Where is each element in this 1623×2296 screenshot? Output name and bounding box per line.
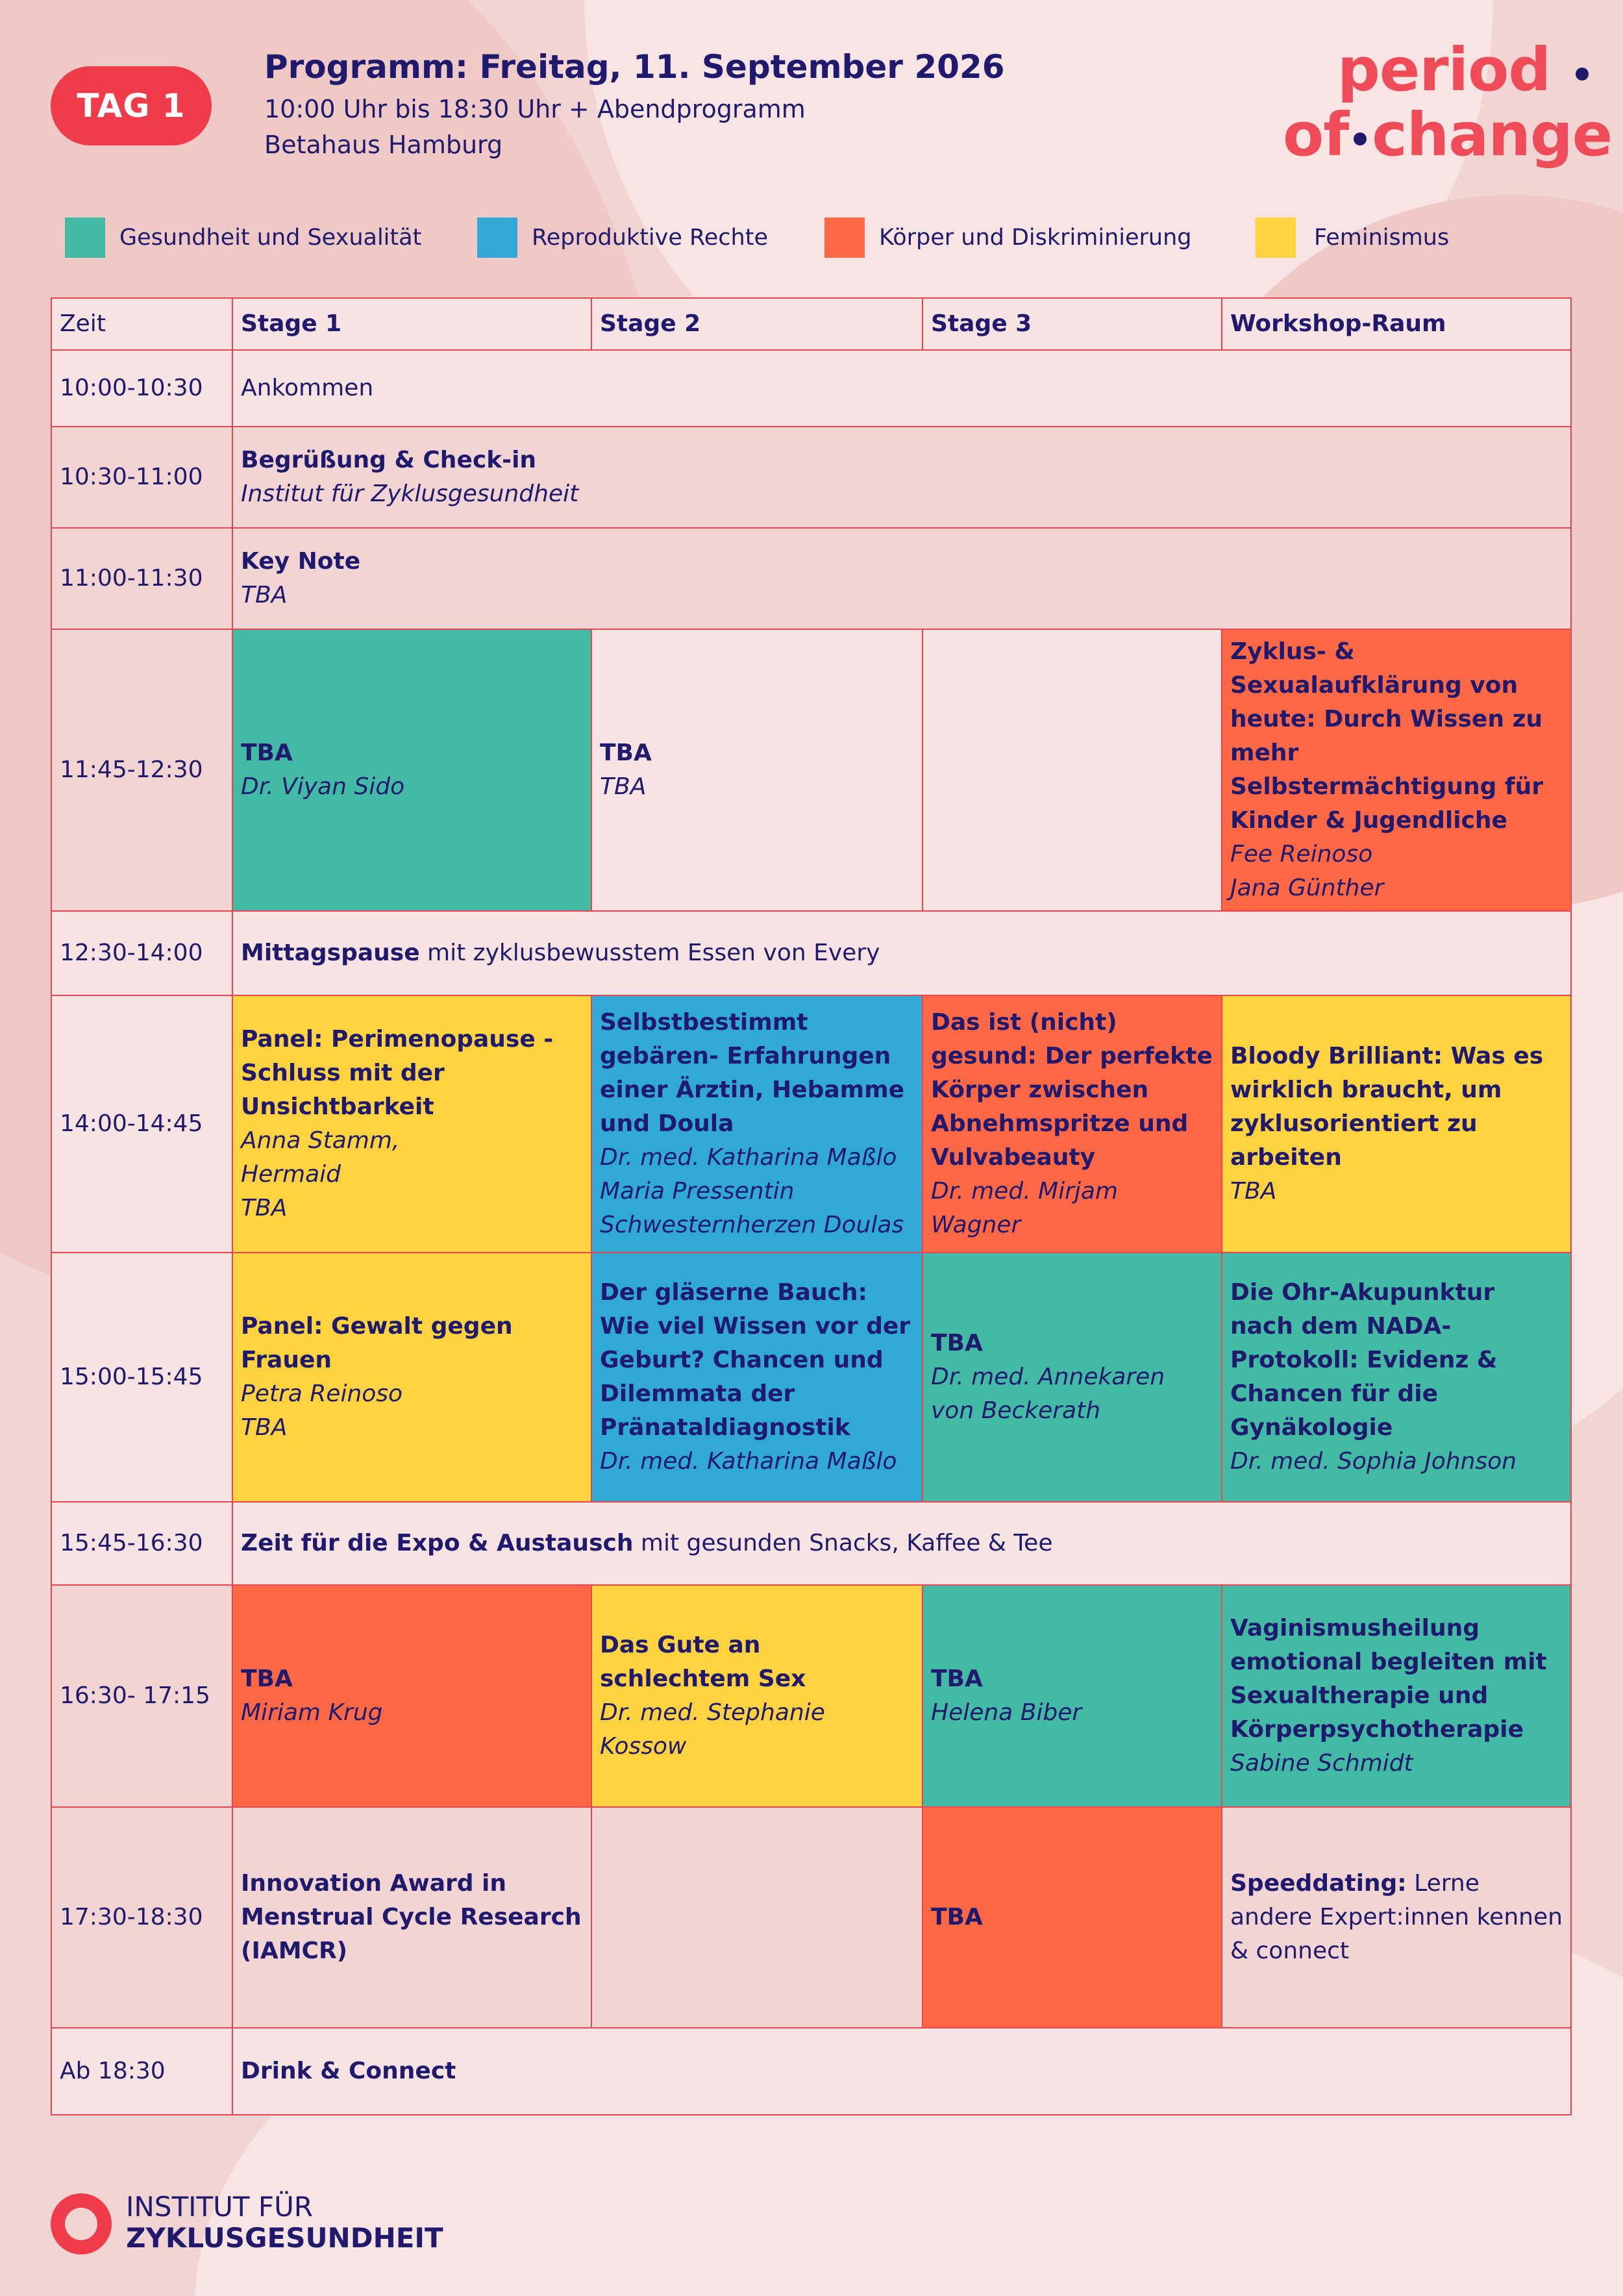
legend-item-reproduktive-rechte <box>477 217 768 258</box>
session-speaker: TBA <box>241 1195 288 1221</box>
session-cell <box>1222 1807 1571 2028</box>
session-speaker: Dr. med. Stephanie Kossow <box>600 1699 825 1760</box>
legend-swatch <box>65 218 105 258</box>
session-title: Panel: Gewalt gegen Frauen <box>241 1313 513 1373</box>
session-title: TBA <box>931 1666 983 1692</box>
logo-dot <box>1576 68 1589 81</box>
empty-cell <box>923 629 1222 911</box>
logo-word-of: of <box>1283 100 1349 169</box>
logo-word-change: change <box>1372 100 1613 169</box>
session-title: Die Ohr-Akupunktur nach dem NADA-Protokoll: Evidenz & Chancen für die Gynäkologie <box>1230 1279 1498 1441</box>
session-title: Das Gute an schlechtem Sex <box>600 1632 806 1692</box>
session-cell <box>232 995 591 1253</box>
session-cell <box>232 1253 591 1502</box>
session-cell <box>1222 995 1571 1253</box>
time-range: 10:00 Uhr bis 18:30 Uhr + Abendprogramm <box>264 95 806 123</box>
session-title: Vaginismusheilung emotional begleiten mit Sexualtherapie und Körperpsychotherapie <box>1230 1615 1547 1743</box>
session-speaker: Helena Biber <box>931 1699 1082 1726</box>
time-cell: 14:00-14:45 <box>51 995 232 1253</box>
column-header-time: Zeit <box>51 298 232 350</box>
session-speaker: Fee Reinoso <box>1230 841 1373 867</box>
time-cell: 11:45-12:30 <box>51 629 232 911</box>
session-cell-lunch <box>232 911 1571 995</box>
session-cell <box>923 1585 1222 1807</box>
session-title: Innovation Award in Menstrual Cycle Research (IAMCR) <box>241 1870 582 1964</box>
logo-dot <box>1354 132 1367 145</box>
session-cell-keynote <box>232 528 1571 629</box>
legend-item-feminismus <box>1256 217 1449 258</box>
legend-swatch <box>1256 218 1296 258</box>
time-cell: Ab 18:30 <box>51 2028 232 2115</box>
session-speaker: Institut für Zyklusgesundheit <box>241 480 579 507</box>
session-cell-expo <box>232 1502 1571 1585</box>
session-speaker: Dr. med. Katharina Maßlo <box>600 1448 897 1475</box>
session-speaker: Dr. med. Sophia Johnson <box>1230 1448 1517 1475</box>
session-cell <box>923 1807 1222 2028</box>
page-title: Programm: Freitag, 11. September 2026 <box>264 48 1005 86</box>
session-cell <box>232 1807 591 2028</box>
session-title: Zeit für die Expo & Austausch <box>241 1530 634 1556</box>
column-header-stage3: Stage 3 <box>923 298 1222 350</box>
session-title: TBA <box>931 1904 983 1930</box>
session-title: Bloody Brilliant: Was es wirklich braucht, um zyklusorientiert zu arbeiten <box>1230 1043 1544 1171</box>
column-header-stage1: Stage 1 <box>232 298 591 350</box>
time-cell: 12:30-14:00 <box>51 911 232 995</box>
session-title: Zyklus- & Sexualaufklärung von heute: Durch Wissen zu mehr Selbstermächtigung für Kinder & Jugendliche <box>1230 638 1543 834</box>
session-cell-drinks <box>232 2028 1571 2115</box>
session-speaker: Sabine Schmidt <box>1230 1750 1413 1777</box>
institut-logo-line1: INSTITUT FÜR <box>126 2191 313 2223</box>
session-speaker: Miriam Krug <box>241 1699 383 1726</box>
session-speaker: Dr. med. Mirjam Wagner <box>931 1178 1119 1238</box>
session-cell <box>1222 629 1571 911</box>
table-row <box>51 528 1571 629</box>
schedule-table <box>51 297 1572 2115</box>
table-row <box>51 2028 1571 2115</box>
legend-item-gesundheit <box>65 217 421 258</box>
session-description: mit gesunden Snacks, Kaffee & Tee <box>633 1530 1053 1556</box>
session-title: Das ist (nicht) gesund: Der perfekte Körper zwischen Abnehmspritze und Vulvabeauty <box>931 1009 1213 1171</box>
institut-logo-ring-icon <box>51 2193 112 2254</box>
session-description: mit zyklusbewusstem Essen von Every <box>419 940 880 966</box>
table-row <box>51 995 1571 1253</box>
session-description: Lerne andere Expert:innen kennen & connect <box>1230 1870 1563 1964</box>
table-row <box>51 911 1571 995</box>
table-row <box>51 1585 1571 1807</box>
session-title: Selbstbestimmt gebären- Erfahrungen einer Ärztin, Hebamme und Doula <box>600 1009 905 1137</box>
session-speaker: Anna Stamm, <box>241 1127 400 1154</box>
legend-label: Körper und Diskriminierung <box>879 225 1192 251</box>
empty-cell <box>591 1807 923 2028</box>
session-speaker: TBA <box>241 1414 288 1441</box>
session-cell-arrival: Ankommen <box>232 350 1571 427</box>
session-speaker: Dr. med. Annekaren von Beckerath <box>931 1364 1165 1424</box>
session-cell <box>591 1253 923 1502</box>
legend-item-koerper <box>824 217 1192 258</box>
session-title: TBA <box>241 740 293 766</box>
session-speaker: Maria Pressentin <box>600 1178 795 1204</box>
time-cell: 11:00-11:30 <box>51 528 232 629</box>
legend-label: Gesundheit und Sexualität <box>119 225 422 251</box>
session-title: TBA <box>600 740 652 766</box>
legend-label: Feminismus <box>1314 225 1450 251</box>
session-speaker: TBA <box>241 582 288 608</box>
session-title: Drink & Connect <box>241 2058 456 2084</box>
table-row <box>51 629 1571 911</box>
time-cell: 15:45-16:30 <box>51 1502 232 1585</box>
legend-swatch <box>477 218 517 258</box>
session-title: Der gläserne Bauch: Wie viel Wissen vor der Geburt? Chancen und Dilemmata der Pränataldiagnostik <box>600 1279 911 1441</box>
session-cell <box>591 995 923 1253</box>
session-cell <box>923 1253 1222 1502</box>
session-title: Key Note <box>241 548 361 575</box>
session-speaker: Dr. med. Katharina Maßlo <box>600 1144 897 1171</box>
session-cell-welcome <box>232 427 1571 528</box>
column-header-workshop: Workshop-Raum <box>1222 298 1571 350</box>
institut-logo-line2: ZYKLUSGESUNDHEIT <box>126 2222 443 2254</box>
session-speaker: Hermaid <box>241 1161 341 1188</box>
session-title: Begrüßung & Check-in <box>241 447 537 473</box>
session-cell <box>1222 1253 1571 1502</box>
legend-swatch <box>824 218 865 258</box>
session-cell <box>591 629 923 911</box>
session-cell <box>591 1585 923 1807</box>
session-speaker: Dr. Viyan Sido <box>241 773 405 800</box>
table-row <box>51 1502 1571 1585</box>
legend-label: Reproduktive Rechte <box>532 225 768 251</box>
session-speaker: Petra Reinoso <box>241 1380 403 1407</box>
session-cell <box>232 1585 591 1807</box>
session-title: TBA <box>931 1330 983 1356</box>
time-cell: 10:00-10:30 <box>51 350 232 427</box>
session-speaker: Schwesternherzen Doulas <box>600 1212 904 1238</box>
session-cell <box>1222 1585 1571 1807</box>
day-tag-badge: TAG 1 <box>51 66 212 145</box>
time-cell: 15:00-15:45 <box>51 1253 232 1502</box>
session-cell <box>923 995 1222 1253</box>
session-title: Speeddating: <box>1230 1870 1407 1897</box>
column-header-stage2: Stage 2 <box>591 298 923 350</box>
time-cell: 16:30- 17:15 <box>51 1585 232 1807</box>
session-title: Panel: Perimenopause - Schluss mit der Unsichtbarkeit <box>241 1026 554 1120</box>
session-cell <box>232 629 591 911</box>
session-title: Mittagspause <box>241 940 420 966</box>
logo-word-period: period <box>1337 35 1551 105</box>
session-speaker: TBA <box>600 773 647 800</box>
time-cell: 17:30-18:30 <box>51 1807 232 2028</box>
table-header-row <box>51 298 1571 350</box>
table-row <box>51 1253 1571 1502</box>
table-row <box>51 427 1571 528</box>
session-title: TBA <box>241 1666 293 1692</box>
table-row <box>51 350 1571 427</box>
table-row <box>51 1807 1571 2028</box>
session-speaker: Jana Günther <box>1230 875 1384 901</box>
time-cell: 10:30-11:00 <box>51 427 232 528</box>
session-speaker: TBA <box>1230 1178 1277 1204</box>
venue: Betahaus Hamburg <box>264 131 503 159</box>
